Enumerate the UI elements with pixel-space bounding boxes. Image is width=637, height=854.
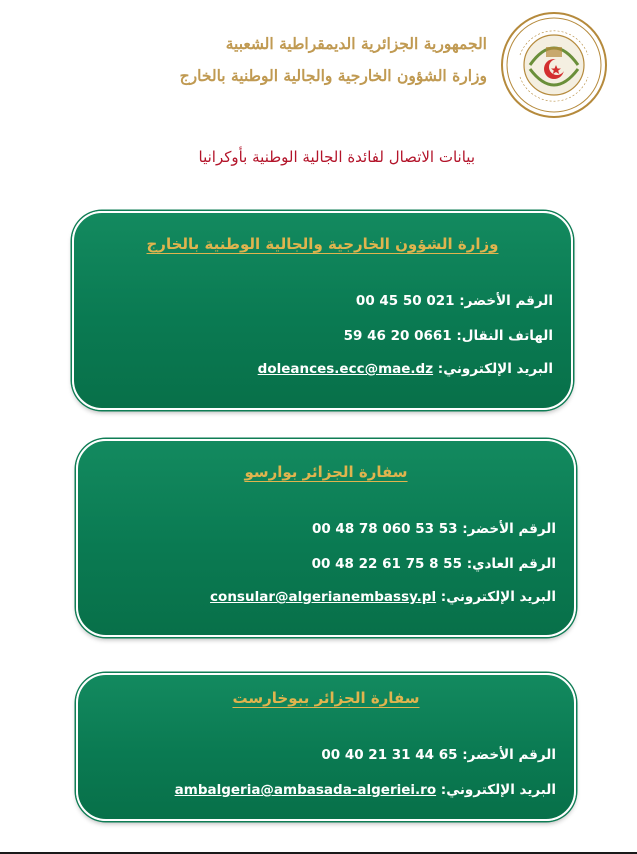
contact-row-email [258, 361, 553, 377]
header-republic-line: الجمهورية الجزائرية الديمقراطية الشعبية [225, 34, 487, 53]
email-link[interactable]: doleances.ecc@mae.dz [257, 361, 434, 377]
contact-row-mobile [344, 328, 553, 344]
card-title: وزارة الشؤون الخارجية والجالية الوطنية بالخارج [146, 235, 499, 253]
email-link[interactable]: consular@algerianembassy.pl [210, 589, 437, 605]
contact-row-green-number [356, 293, 553, 309]
row-value: 00 45 50 021 [355, 293, 455, 309]
contact-row-green-number [312, 521, 556, 537]
row-value: 59 46 20 0661 [343, 328, 452, 344]
page-header [0, 0, 637, 110]
contact-card-ministry [72, 211, 573, 410]
row-value: 00 48 22 61 75 8 55 [311, 556, 462, 572]
card-title: سفارة الجزائر ببوخارست [232, 689, 420, 707]
ministry-seal-logo [500, 11, 608, 119]
row-label: البريد الإلكتروني: [437, 361, 553, 377]
header-ministry-line: وزارة الشؤون الخارجية والجالية الوطنية بالخارج [179, 66, 487, 85]
contact-row-green-number [321, 747, 556, 763]
row-value: 00 48 78 060 53 53 [311, 521, 458, 537]
email-link[interactable]: ambalgeria@ambasada-algeriei.ro [174, 782, 437, 798]
row-label: الرقم الأخضر: [462, 747, 556, 763]
row-label: الرقم الأخضر: [459, 293, 553, 309]
row-label: البريد الإلكتروني: [440, 782, 556, 798]
contact-row-email [210, 589, 556, 605]
contact-row-email [175, 782, 556, 798]
row-label: الرقم الأخضر: [462, 521, 556, 537]
contact-card-warsaw-embassy [76, 439, 576, 637]
row-label: البريد الإلكتروني: [440, 589, 556, 605]
contact-card-bucharest-embassy [76, 673, 576, 821]
row-value: 00 40 21 31 44 65 [321, 747, 458, 763]
card-title: سفارة الجزائر بوارسو [244, 463, 408, 481]
contact-row-regular-number [312, 556, 556, 572]
row-label: الرقم العادي: [466, 556, 556, 572]
document-title: بيانات الاتصال لفائدة الجالية الوطنية بأوكرانيا [198, 148, 475, 166]
row-label: الهاتف النقال: [456, 328, 553, 344]
